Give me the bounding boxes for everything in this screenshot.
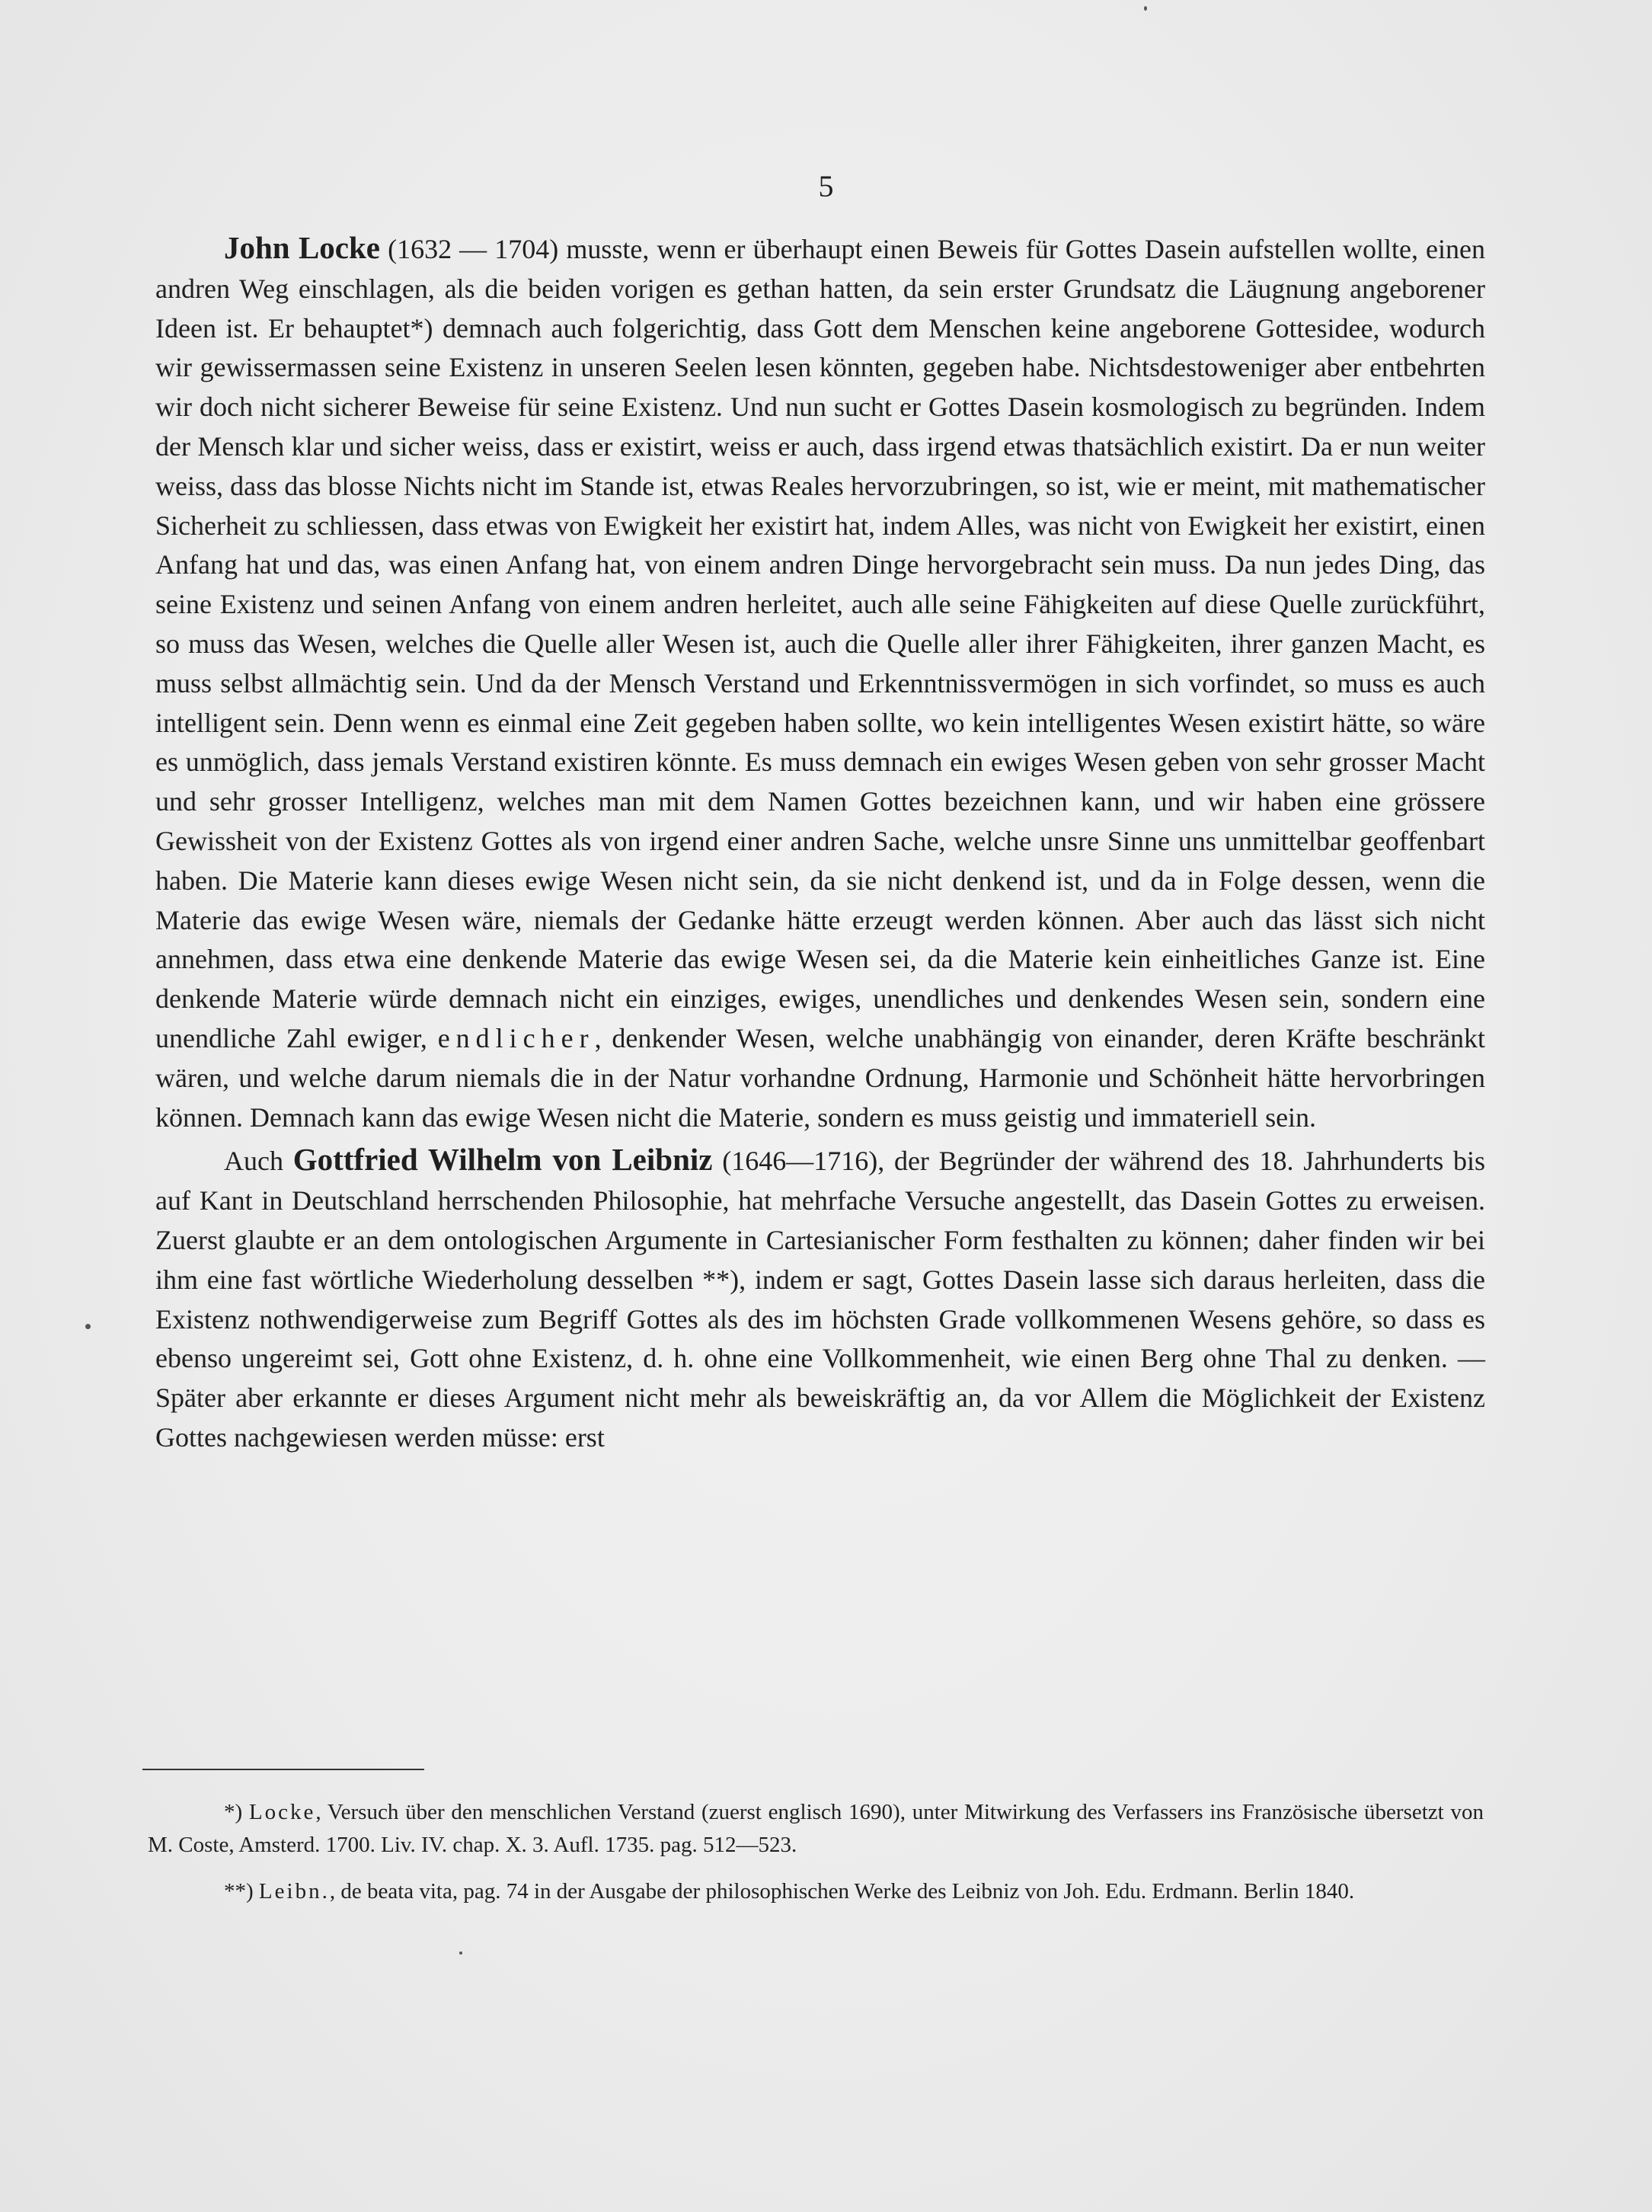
main-text	[155, 229, 1485, 1458]
paper-speck	[1144, 6, 1147, 11]
name-john-locke: John Locke	[224, 230, 380, 265]
paper-speck	[85, 1324, 91, 1329]
spaced-word-endlicher: endlicher	[437, 1022, 595, 1053]
paragraph-leibniz-lead-in: Auch	[224, 1146, 293, 1177]
footnote-1	[148, 1796, 1484, 1862]
footnote-2-marker: **)	[224, 1879, 259, 1904]
footnotes	[148, 1796, 1484, 1922]
paragraph-leibniz	[155, 1140, 1485, 1457]
page-number: 5	[818, 169, 834, 203]
paragraph-locke-text: (1632 — 1704) musste, wenn er überhaupt einen Beweis für Gottes Dasein aufstellen wollte, einen andren Weg einschlagen, als die beiden vorigen es gethan hatten, da sein erster Grundsatz die Läugnung angeborener Ideen ist. Er behauptet*) demnach auch folgerichtig, dass Gott dem Menschen keine angeborene Gottesidee, wodurch wir gewissermassen seine Existenz in unseren Seelen lesen könnten, gegeben habe. Nichtsdestoweniger aber entbehrten wir doch nicht sicherer Beweise für seine Existenz. Und nun sucht er Gottes Dasein kosmologisch zu begründen. Indem der Mensch klar und sicher weiss, dass er existirt, weiss er auch, dass irgend etwas thatsächlich existirt. Da er nun weiter weiss, dass das blosse Nichts nicht im Stande ist, etwas Reales hervorzubringen, so ist, wie er meint, mit mathematischer Sicherheit zu schliessen, dass etwas von Ewigkeit her existirt hat, indem Alles, was nicht von Ewigkeit her existirt, einen Anfang hat und das, was einen Anfang hat, von einem andren Dinge hervorgebracht sein muss. Da nun jedes Ding, das seine Existenz und seinen Anfang von einem andren herleitet, auch alle seine Fähigkeiten auf diese Quelle zurückführt, so muss das Wesen, welches die Quelle aller Wesen ist, auch die Quelle aller ihrer Fähigkeiten, ihrer ganzen Macht, es muss selbst allmächtig sein. Und da der Mensch Verstand und Erkenntnissvermögen in sich vorfindet, so muss es auch intelligent sein. Denn wenn es einmal eine Zeit gegeben haben sollte, wo kein intelligentes Wesen existirt hätte, so wäre es unmöglich, dass jemals Verstand existiren könnte. Es muss demnach ein ewiges Wesen geben von sehr grosser Macht und sehr grosser Intelligenz, welches man mit dem Namen Gottes bezeichnen kann, und wir haben eine grössere Gewissheit von der Existenz Gottes als von irgend einer andren Sache, welche unsre Sinne uns unmittelbar geoffenbart haben. Die Materie kann dieses ewige Wesen nicht sein, da sie nicht denkend ist, und da in Folge dessen, wenn die Materie das ewige Wesen wäre, niemals der Gedanke hätte erzeugt werden können. Aber auch das lässt sich nicht annehmen, dass etwa eine denkende Materie das ewige Wesen sei, da die Materie kein einheitliches Ganze ist. Eine denkende Materie würde demnach nicht ein einziges, ewiges, unendliches und denkendes Wesen sein, sondern eine unendliche Zahl ewiger,	[155, 234, 1485, 1053]
footnote-1-marker: *)	[224, 1800, 249, 1824]
name-leibniz: Gottfried Wilhelm von Leibniz	[292, 1142, 713, 1178]
paragraph-locke	[155, 229, 1485, 1137]
footnote-2	[148, 1875, 1484, 1908]
paragraph-leibniz-text: (1646—1716), der Begründer der während des 18. Jahrhunderts bis auf Kant in Deutschland herrschenden Philosophie, hat mehrfache Versuche angestellt, das Dasein Gottes zu erweisen. Zuerst glaubte er an dem ontologischen Argumente in Cartesianischer Form festhalten zu können; daher finden wir bei ihm eine fast wörtliche Wiederholung desselben **), indem er sagt, Gottes Dasein lasse sich daraus herleiten, dass die Existenz nothwendigerweise zum Begriff Gottes als des im höchsten Grade vollkommenen Wesens gehöre, so dass es ebenso ungereimt sei, Gott ohne Existenz, d. h. ohne eine Vollkommenheit, wie einen Berg ohne Thal zu denken. — Später aber erkannte er dieses Argument nicht mehr als beweiskräftig an, da vor Allem die Möglichkeit der Existenz Gottes nachgewiesen werden müsse: erst	[155, 1146, 1485, 1453]
paragraph-locke-text-end: , denkender Wesen, welche unabhängig von einander, deren Kräfte beschränkt wären, und welche darum niemals die in der Natur vorhandne Ordnung, Harmonie und Schönheit hätte hervorbringen können. Demnach kann das ewige Wesen nicht die Materie, sondern es muss geistig und immateriell sein.	[155, 1022, 1486, 1133]
footnote-2-text: , de beata vita, pag. 74 in der Ausgabe der philosophischen Werke des Leibniz von Joh. Edu. Erdmann. Berlin 1840.	[329, 1879, 1355, 1904]
footnote-1-text: , Versuch über den menschlichen Verstand (zuerst englisch 1690), unter Mitwirkung des Verfassers ins Französische übersetzt von M. Coste, Amsterd. 1700. Liv. IV. chap. X. 3. Aufl. 1735. pag. 512—523.	[148, 1800, 1484, 1857]
footnote-1-author: Locke	[248, 1800, 316, 1824]
footnote-divider	[142, 1769, 424, 1770]
paper-speck	[459, 1951, 462, 1955]
footnote-2-author: Leibn.	[258, 1879, 330, 1904]
